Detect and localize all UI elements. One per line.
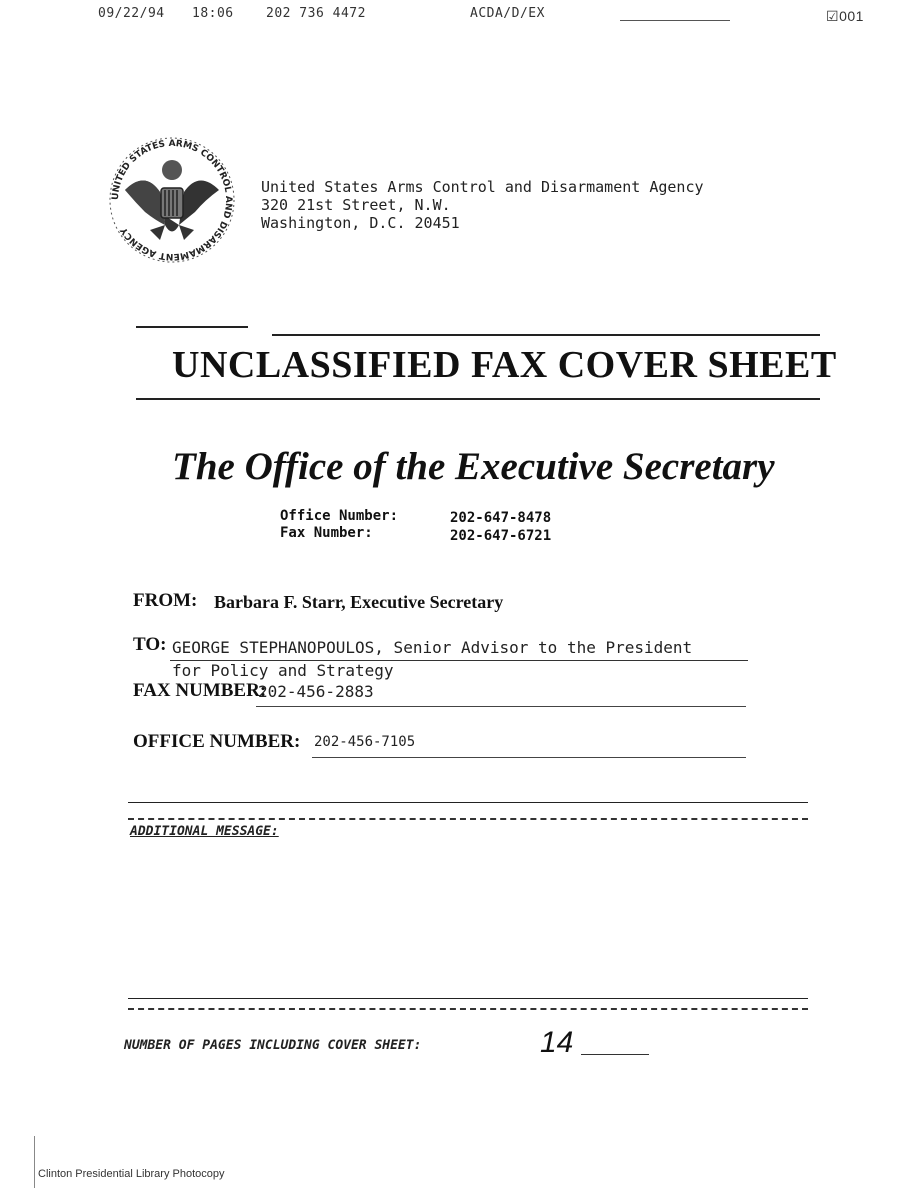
seal-text: UNITED STATES ARMS CONTROL AND DISARMAMENT AGENCY <box>110 138 234 262</box>
pages-label: NUMBER OF PAGES INCLUDING COVER SHEET: <box>124 1038 422 1053</box>
fax-number-label: Fax Number: <box>280 525 373 541</box>
to-value-line2: for Policy and Strategy <box>172 661 394 680</box>
page-title: UNCLASSIFIED FAX COVER SHEET <box>172 344 837 386</box>
office-number-field-label: OFFICE NUMBER: <box>133 731 301 752</box>
fax-date: 09/22/94 <box>98 6 165 21</box>
office-underline <box>312 757 746 758</box>
fax-phone: 202 736 4472 <box>266 6 366 21</box>
header-divider <box>620 20 730 21</box>
fax-sender-code: ACDA/D/EX <box>470 6 545 21</box>
to-label: TO: <box>133 634 167 655</box>
pages-value: 14 <box>540 1026 574 1059</box>
agency-seal <box>105 130 240 270</box>
office-number-field-value: 202-456-7105 <box>314 734 416 750</box>
office-number-value: 202-647-8478 <box>450 510 552 526</box>
title-rule-top-right <box>272 334 820 336</box>
message-rule-top <box>128 802 808 803</box>
fax-number-value: 202-647-6721 <box>450 528 552 544</box>
fax-underline <box>256 706 746 707</box>
office-number-label: Office Number: <box>280 508 399 524</box>
footer-stamp-border <box>34 1136 35 1188</box>
message-dash-top <box>128 818 808 820</box>
pages-underline <box>581 1054 649 1055</box>
library-footer: Clinton Presidential Library Photocopy <box>38 1168 225 1180</box>
fax-time: 18:06 <box>192 6 234 21</box>
fax-number-field-value: 202-456-2883 <box>258 682 374 701</box>
agency-city: Washington, D.C. 20451 <box>261 214 460 232</box>
from-value: Barbara F. Starr, Executive Secretary <box>214 592 504 612</box>
agency-street: 320 21st Street, N.W. <box>261 196 451 214</box>
fax-number-field-label: FAX NUMBER: <box>133 680 267 701</box>
checkbox-icon: ☑ <box>826 8 840 24</box>
agency-name: United States Arms Control and Disarmament Agency <box>261 178 704 196</box>
fax-page-indicator: ☑001 <box>826 8 864 24</box>
message-rule-bottom <box>128 998 808 999</box>
additional-message-label: ADDITIONAL MESSAGE: <box>130 824 279 839</box>
office-subtitle: The Office of the Executive Secretary <box>172 445 775 488</box>
title-rule-top-left <box>136 326 248 328</box>
to-value-line1: GEORGE STEPHANOPOULOS, Senior Advisor to the President <box>172 638 693 657</box>
title-rule-bottom <box>136 398 820 400</box>
eagle-icon <box>125 160 219 240</box>
from-label: FROM: <box>133 590 198 611</box>
message-dash-bottom <box>128 1008 808 1010</box>
